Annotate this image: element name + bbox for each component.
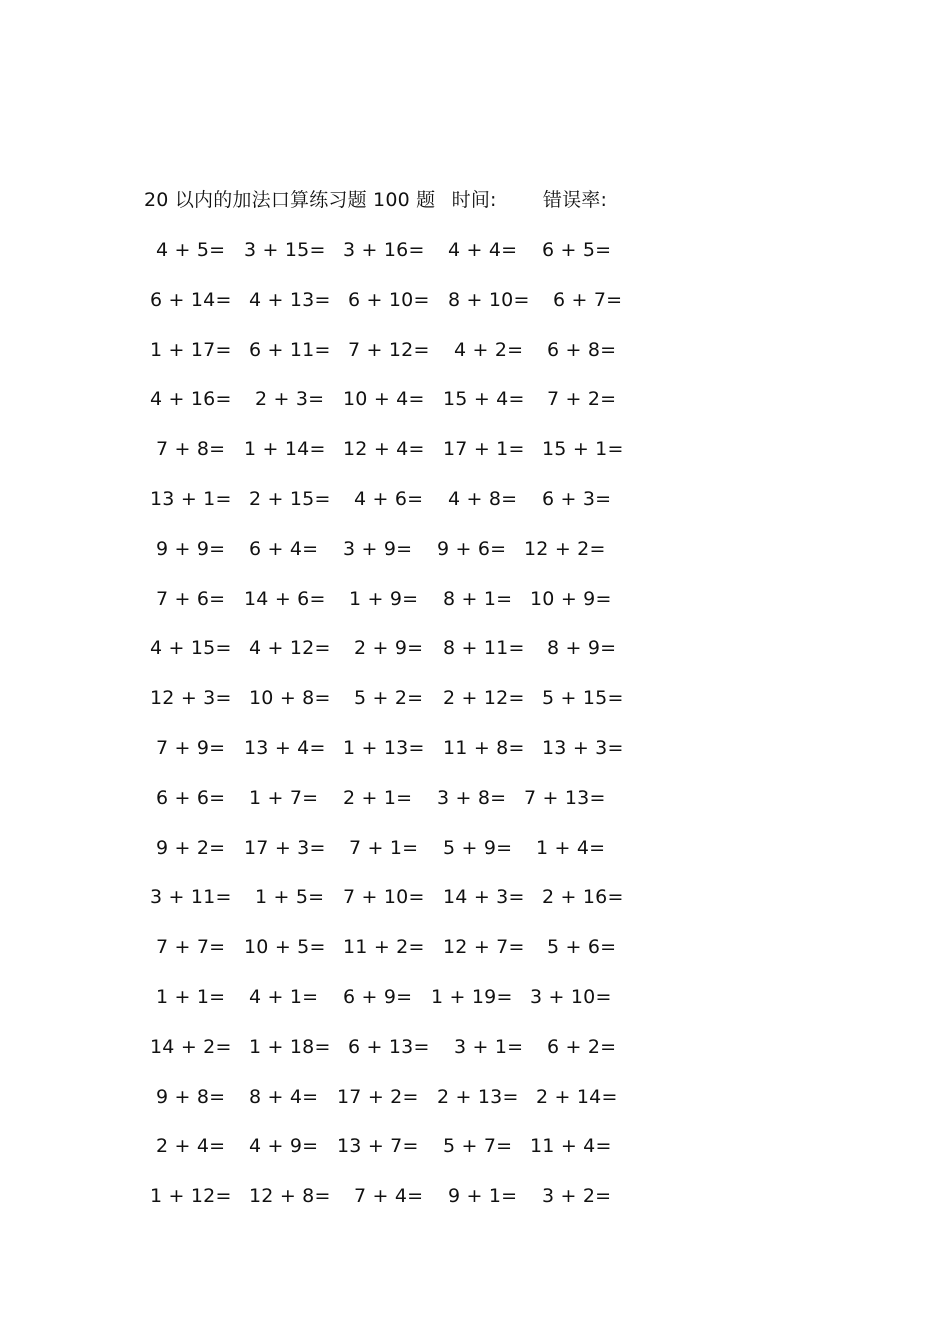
problem-row xyxy=(0,1131,950,1161)
addition-problem: 2 + 12= xyxy=(443,687,525,710)
addition-problem: 4 + 9= xyxy=(249,1135,319,1158)
addition-problem: 2 + 9= xyxy=(354,637,424,660)
addition-problem: 2 + 14= xyxy=(536,1085,618,1108)
addition-problem: 2 + 13= xyxy=(437,1085,519,1108)
addition-problem: 6 + 8= xyxy=(547,338,617,361)
addition-problem: 15 + 4= xyxy=(443,388,525,411)
addition-problem: 4 + 6= xyxy=(354,488,424,510)
addition-problem: 3 + 16= xyxy=(343,239,425,261)
addition-problem: 6 + 3= xyxy=(542,488,612,510)
addition-problem: 8 + 10= xyxy=(448,288,530,311)
problem-row xyxy=(0,484,950,514)
addition-problem: 6 + 10= xyxy=(348,288,430,311)
problem-row xyxy=(0,335,950,365)
addition-problem: 2 + 4= xyxy=(156,1135,226,1158)
addition-problem: 8 + 4= xyxy=(249,1085,319,1108)
addition-problem: 1 + 4= xyxy=(536,836,606,859)
addition-problem: 3 + 1= xyxy=(454,1035,524,1058)
problem-row xyxy=(0,434,950,464)
addition-problem: 2 + 1= xyxy=(343,786,413,809)
addition-problem: 15 + 1= xyxy=(542,438,624,461)
problem-row xyxy=(0,235,950,265)
problem-row xyxy=(0,783,950,813)
addition-problem: 1 + 9= xyxy=(349,587,419,610)
addition-problem: 7 + 9= xyxy=(156,737,226,759)
addition-problem: 17 + 1= xyxy=(443,438,525,461)
addition-problem: 4 + 5= xyxy=(156,239,226,261)
addition-problem: 2 + 3= xyxy=(255,388,325,411)
addition-problem: 4 + 4= xyxy=(448,239,518,261)
problem-row xyxy=(0,384,950,414)
addition-problem: 8 + 9= xyxy=(547,637,617,660)
problem-row xyxy=(0,534,950,564)
addition-problem: 3 + 8= xyxy=(437,786,507,809)
addition-problem: 7 + 12= xyxy=(348,338,430,361)
problem-row xyxy=(0,1032,950,1062)
addition-problem: 9 + 8= xyxy=(156,1085,226,1108)
addition-problem: 1 + 18= xyxy=(249,1035,331,1058)
addition-problem: 6 + 9= xyxy=(343,986,413,1008)
addition-problem: 3 + 10= xyxy=(530,986,612,1008)
addition-problem: 13 + 3= xyxy=(542,737,624,759)
problem-row xyxy=(0,733,950,763)
addition-problem: 17 + 3= xyxy=(244,836,326,859)
addition-problem: 1 + 19= xyxy=(431,986,513,1008)
addition-problem: 6 + 6= xyxy=(156,786,226,809)
addition-problem: 4 + 2= xyxy=(454,338,524,361)
error-rate-label: 错误率: xyxy=(542,189,608,211)
addition-problem: 4 + 15= xyxy=(150,637,232,660)
addition-problem: 1 + 14= xyxy=(244,438,326,461)
addition-problem: 6 + 7= xyxy=(553,288,623,311)
problem-row xyxy=(0,683,950,713)
addition-problem: 12 + 2= xyxy=(524,537,606,560)
addition-problem: 6 + 2= xyxy=(547,1035,617,1058)
problem-row xyxy=(0,633,950,663)
addition-problem: 13 + 7= xyxy=(337,1135,419,1158)
addition-problem: 14 + 2= xyxy=(150,1035,232,1058)
addition-problem: 11 + 8= xyxy=(443,737,525,759)
addition-problem: 1 + 17= xyxy=(150,338,232,361)
addition-problem: 1 + 12= xyxy=(150,1185,232,1208)
addition-problem: 7 + 4= xyxy=(354,1185,424,1208)
addition-problem: 2 + 15= xyxy=(249,488,331,510)
addition-problem: 2 + 16= xyxy=(542,886,624,909)
addition-problem: 10 + 9= xyxy=(530,587,612,610)
addition-problem: 1 + 7= xyxy=(249,786,319,809)
addition-problem: 5 + 2= xyxy=(354,687,424,710)
addition-problem: 8 + 11= xyxy=(443,637,525,660)
addition-problem: 13 + 1= xyxy=(150,488,232,510)
problem-row xyxy=(0,1082,950,1112)
time-label: 时间: xyxy=(451,189,497,211)
addition-problem: 10 + 8= xyxy=(249,687,331,710)
worksheet-title: 20 以内的加法口算练习题 100 题 xyxy=(144,189,436,211)
addition-problem: 5 + 15= xyxy=(542,687,624,710)
addition-problem: 9 + 1= xyxy=(448,1185,518,1208)
addition-problem: 7 + 7= xyxy=(156,936,226,959)
addition-problem: 10 + 5= xyxy=(244,936,326,959)
addition-problem: 3 + 11= xyxy=(150,886,232,909)
addition-problem: 7 + 1= xyxy=(349,836,419,859)
addition-problem: 6 + 4= xyxy=(249,537,319,560)
addition-problem: 7 + 2= xyxy=(547,388,617,411)
addition-problem: 5 + 6= xyxy=(547,936,617,959)
addition-problem: 11 + 2= xyxy=(343,936,425,959)
addition-problem: 6 + 5= xyxy=(542,239,612,261)
addition-problem: 4 + 8= xyxy=(448,488,518,510)
addition-problem: 9 + 6= xyxy=(437,537,507,560)
problem-row xyxy=(0,584,950,614)
problem-row xyxy=(0,882,950,912)
addition-problem: 1 + 13= xyxy=(343,737,425,759)
addition-problem: 10 + 4= xyxy=(343,388,425,411)
addition-problem: 4 + 12= xyxy=(249,637,331,660)
problem-row xyxy=(0,1181,950,1211)
addition-problem: 1 + 1= xyxy=(156,986,226,1008)
addition-problem: 1 + 5= xyxy=(255,886,325,909)
addition-problem: 6 + 14= xyxy=(150,288,232,311)
addition-problem: 5 + 7= xyxy=(443,1135,513,1158)
addition-problem: 4 + 16= xyxy=(150,388,232,411)
addition-problem: 7 + 13= xyxy=(524,786,606,809)
addition-problem: 5 + 9= xyxy=(443,836,513,859)
addition-problem: 12 + 3= xyxy=(150,687,232,710)
addition-problem: 6 + 11= xyxy=(249,338,331,361)
problem-row xyxy=(0,285,950,315)
addition-problem: 14 + 3= xyxy=(443,886,525,909)
addition-problem: 11 + 4= xyxy=(530,1135,612,1158)
addition-problem: 6 + 13= xyxy=(348,1035,430,1058)
problem-row xyxy=(0,982,950,1012)
addition-problem: 17 + 2= xyxy=(337,1085,419,1108)
addition-problem: 12 + 8= xyxy=(249,1185,331,1208)
addition-problem: 4 + 1= xyxy=(249,986,319,1008)
addition-problem: 8 + 1= xyxy=(443,587,513,610)
addition-problem: 3 + 15= xyxy=(244,239,326,261)
addition-problem: 7 + 8= xyxy=(156,438,226,461)
addition-problem: 4 + 13= xyxy=(249,288,331,311)
problem-row xyxy=(0,833,950,863)
addition-problem: 3 + 2= xyxy=(542,1185,612,1208)
addition-problem: 13 + 4= xyxy=(244,737,326,759)
addition-problem: 7 + 6= xyxy=(156,587,226,610)
problem-row xyxy=(0,932,950,962)
addition-problem: 7 + 10= xyxy=(343,886,425,909)
addition-problem: 9 + 9= xyxy=(156,537,226,560)
addition-problem: 14 + 6= xyxy=(244,587,326,610)
addition-problem: 3 + 9= xyxy=(343,537,413,560)
addition-problem: 9 + 2= xyxy=(156,836,226,859)
addition-problem: 12 + 4= xyxy=(343,438,425,461)
addition-problem: 12 + 7= xyxy=(443,936,525,959)
